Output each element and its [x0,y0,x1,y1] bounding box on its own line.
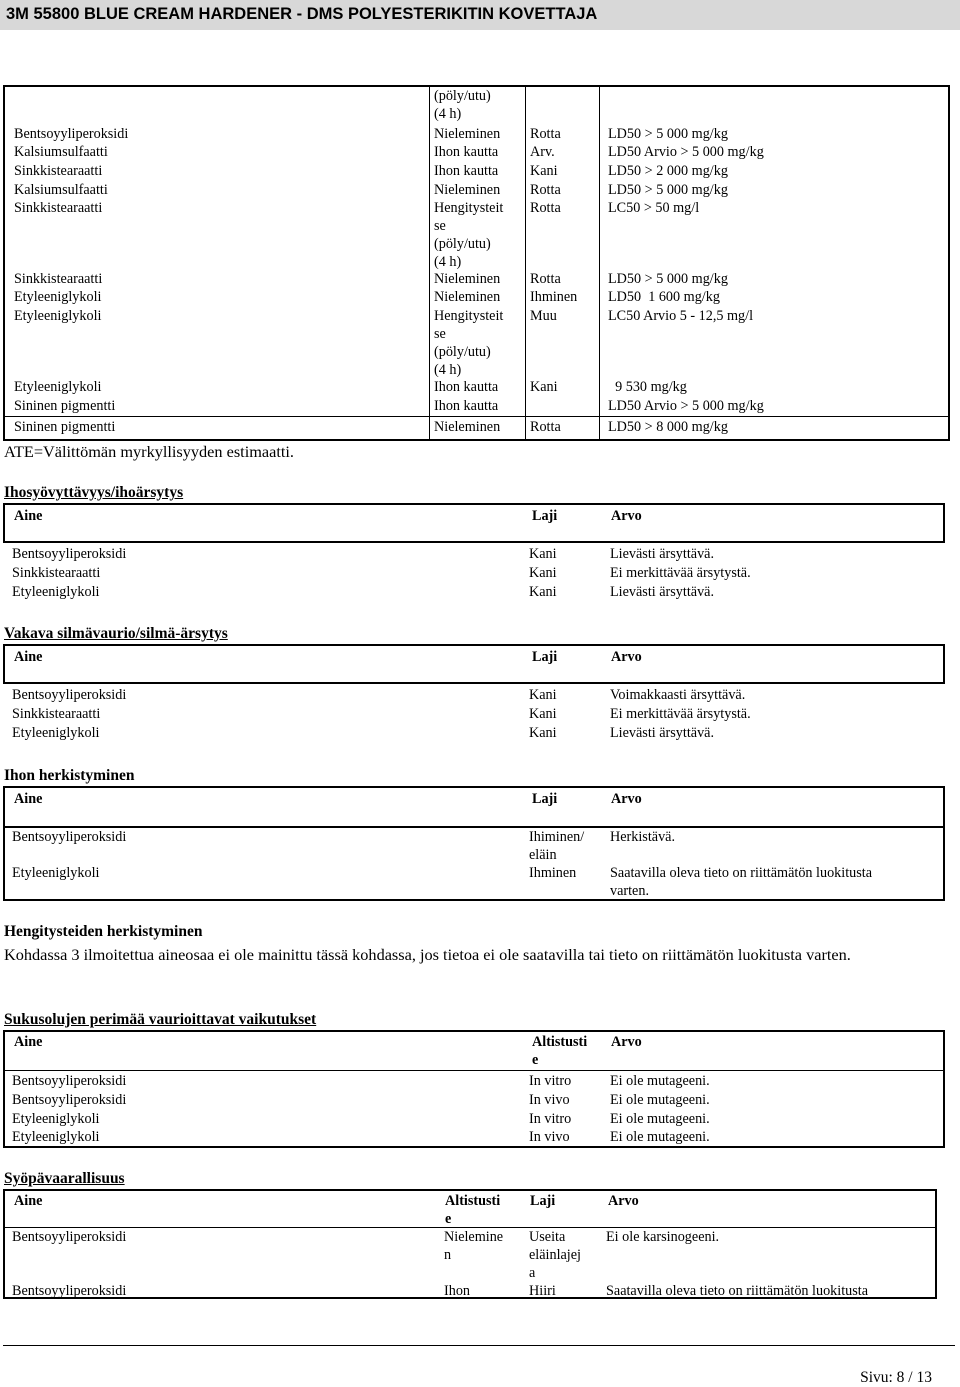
value-cell: LD50 > 5 000 mg/kg [608,126,728,142]
species-cell: Kani [529,564,557,581]
col-aine: Aine [14,1034,43,1050]
species-cell: Useita eläinlajej a [529,1229,581,1281]
route-cell: Ihon kautta [434,144,499,160]
col-aine: Aine [14,649,43,665]
value-cell: Ei merkittävää ärsytystä. [610,564,751,581]
species-cell: Rotta [530,182,561,198]
value-cell: LD50 Arvio > 5 000 mg/kg [608,144,764,160]
route-cell: Nieleminen [434,126,501,142]
substance-cell: Sininen pigmentti [14,398,116,414]
substance-cell: Bentsoyyliperoksidi [12,1283,127,1299]
sens-heading: Ihon herkistyminen [4,767,135,784]
skin-table-header [3,503,945,543]
value-cell: LD50 > 2 000 mg/kg [608,163,728,179]
substance-cell: Etyleeniglykoli [14,379,102,395]
col-laji: Laji [532,508,558,524]
substance-cell: Kalsiumsulfaatti [14,182,108,198]
value-cell: Ei ole mutageeni. [610,1073,710,1089]
substance-cell: Bentsoyyliperoksidi [12,687,127,703]
value-cell: Ei ole karsinogeeni. [606,1229,720,1245]
value-cell: LD50 1 600 mg/kg [608,289,720,305]
exposure-cell: In vivo [529,1091,570,1108]
route-cell: Ihon kautta [434,379,499,395]
col-laji: Laji [530,1193,556,1209]
value-cell: 9 530 mg/kg [608,379,687,395]
substance-cell: Etyleeniglykoli [14,289,102,305]
route-cell: (pöly/utu) (4 h) [434,88,491,122]
skin-heading: Ihosyövyttävyys/ihoärsytys [4,484,184,501]
route-cell: Hengitysteit se (pöly/utu) (4 h) [434,200,504,270]
species-cell: Kani [529,724,557,741]
value-cell: Ei merkittävää ärsytystä. [610,705,751,722]
species-cell: Arv. [530,144,555,160]
value-cell: LD50 Arvio > 5 000 mg/kg [608,398,764,414]
col-arvo: Arvo [611,649,642,665]
substance-cell: Bentsoyyliperoksidi [12,1091,127,1108]
substance-cell: Bentsoyyliperoksidi [12,1073,127,1089]
value-cell: Lievästi ärsyttävä. [610,724,715,741]
resp-text: Kohdassa 3 ilmoitettua aineosaa ei ole mainittu tässä kohdassa, jos tietoa ei ole saatavilla tai tieto on riittämätön luokitusta varten. [4,945,851,964]
value-cell: Ei ole mutageeni. [610,1129,710,1146]
exposure-cell: Ihon [444,1283,471,1299]
substance-cell: Etyleeniglykoli [12,1110,100,1127]
col-aine: Aine [14,791,43,807]
species-cell: Kani [530,379,558,395]
route-cell: Nieleminen [434,271,501,287]
substance-cell: Bentsoyyliperoksidi [12,1229,127,1245]
value-cell: Saatavilla oleva tieto on riittämätön luokitusta varten. [610,865,873,899]
value-cell: Ei ole mutageeni. [610,1110,710,1127]
substance-cell: Etyleeniglykoli [12,583,100,600]
exposure-cell: Nieleminе n [444,1229,504,1263]
substance-cell: Kalsiumsulfaatti [14,144,108,160]
carc-heading: Syöpävaarallisuus [4,1170,125,1187]
species-cell: Kani [529,546,557,562]
col-altistus: Altistusti e [445,1193,501,1227]
species-cell: Muu [530,308,557,324]
document-header [0,0,960,30]
muta-table [3,1030,945,1148]
substance-cell: Bentsoyyliperoksidi [12,546,127,562]
route-cell: Nieleminen [434,419,501,435]
col-laji: Laji [532,791,558,807]
species-cell: Kani [529,583,557,600]
col-aine: Aine [14,508,43,524]
species-cell: Rotta [530,419,561,435]
col-arvo: Arvo [611,791,642,807]
value-cell: LD50 > 5 000 mg/kg [608,271,728,287]
exposure-cell: In vitro [529,1110,572,1127]
value-cell: LC50 > 50 mg/l [608,200,700,216]
value-cell: LD50 > 5 000 mg/kg [608,182,728,198]
substance-cell: Etyleeniglykoli [14,308,102,324]
species-cell: Ihiminen/ eläin [529,829,585,863]
col-aine: Aine [14,1193,43,1209]
substance-cell: Sininen pigmentti [14,419,116,435]
substance-cell: Sinkkistearaatti [12,564,101,581]
species-cell: Rotta [530,200,561,216]
muta-heading: Sukusolujen perimää vaurioittavat vaikutukset [4,1011,317,1028]
exposure-cell: In vitro [529,1073,572,1089]
substance-cell: Etyleeniglykoli [12,724,100,741]
value-cell: Voimakkaasti ärsyttävä. [610,687,746,703]
route-cell: Hengitysteit se (pöly/utu) (4 h) [434,308,504,378]
resp-heading: Hengitysteiden herkistyminen [4,923,203,940]
substance-cell: Sinkkistearaatti [14,163,103,179]
species-cell: Rotta [530,126,561,142]
exposure-cell: In vivo [529,1129,570,1146]
species-cell: Hiiri [529,1283,556,1299]
substance-cell: Sinkkistearaatti [12,705,101,722]
eye-heading: Vakava silmävaurio/silmä-ärsytys [4,625,228,642]
substance-cell: Etyleeniglykoli [12,1129,100,1146]
route-cell: Ihon kautta [434,398,499,414]
substance-cell: Sinkkistearaatti [14,200,103,216]
col-arvo: Arvo [611,1034,642,1050]
col-laji: Laji [532,649,558,665]
value-cell: Lievästi ärsyttävä. [610,583,715,600]
value-cell: Saatavilla oleva tieto on riittämätön luokitusta [606,1283,869,1299]
species-cell: Kani [529,705,557,722]
route-cell: Nieleminen [434,182,501,198]
acute-toxicity-table [3,85,950,441]
page-number: Sivu: 8 / 13 [860,1369,932,1386]
value-cell: LC50 Arvio 5 - 12,5 mg/l [608,308,754,324]
ate-note: ATE=Välittömän myrkyllisyyden estimaatti. [4,442,294,461]
value-cell: Lievästi ärsyttävä. [610,546,715,562]
species-cell: Rotta [530,271,561,287]
value-cell: Herkistävä. [610,829,676,845]
value-cell: LD50 > 8 000 mg/kg [608,419,728,435]
col-arvo: Arvo [608,1193,639,1209]
species-cell: Ihminen [529,865,577,881]
footer-rule [3,1345,955,1346]
substance-cell: Sinkkistearaatti [14,271,103,287]
col-altistus: Altistusti e [532,1034,588,1068]
col-arvo: Arvo [611,508,642,524]
substance-cell: Etyleeniglykoli [12,865,100,881]
substance-cell: Bentsoyyliperoksidi [12,829,127,845]
species-cell: Ihminen [530,289,578,305]
route-cell: Nieleminen [434,289,501,305]
eye-table-header [3,644,945,684]
document-title: 3M 55800 BLUE CREAM HARDENER - DMS POLYESTERIKITIN KOVETTAJA [6,5,598,23]
route-cell: Ihon kautta [434,163,499,179]
species-cell: Kani [529,687,557,703]
value-cell: Ei ole mutageeni. [610,1091,710,1108]
species-cell: Kani [530,163,558,179]
substance-cell: Bentsoyyliperoksidi [14,126,129,142]
